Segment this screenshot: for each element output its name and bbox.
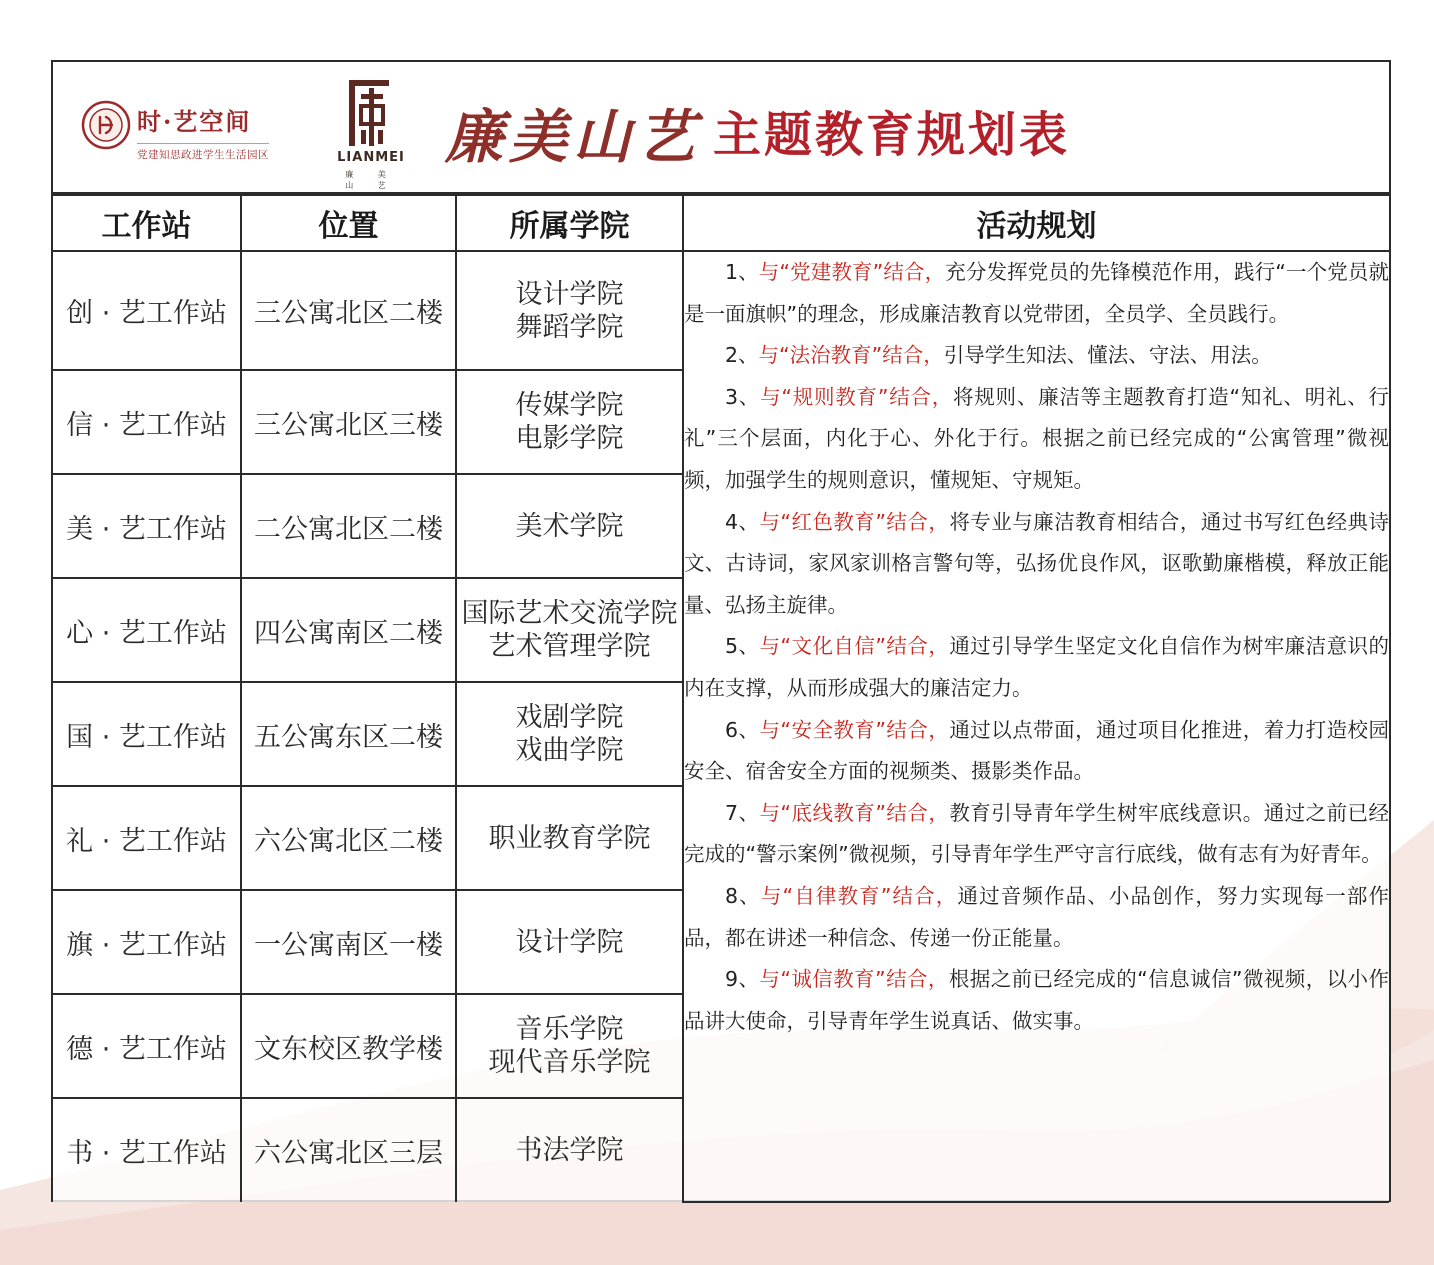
- college-name: 美术学院: [515, 510, 624, 542]
- header: [53, 62, 1389, 194]
- activity-text: 通过音频作品、小品创作，努力实现每一部作品，都在讲述一种信念、传递一份正能量。: [684, 883, 1390, 950]
- college-cell: [456, 578, 683, 682]
- activity-highlight: 与“底线教育”结合，: [759, 800, 950, 825]
- table-row: [53, 251, 1389, 370]
- station-cell: 创 · 艺工作站: [53, 251, 241, 370]
- college-cell: [456, 474, 683, 578]
- station-cell: 国 · 艺工作站: [53, 682, 241, 786]
- college-name: 国际艺术交流学院: [461, 598, 678, 629]
- activity-item: [684, 793, 1389, 876]
- brand-block: [137, 102, 269, 162]
- plan-table: [53, 194, 1389, 1203]
- calligraphy-title: 廉美山艺: [445, 103, 702, 171]
- activity-item: [684, 626, 1389, 709]
- lian-character-mark-icon: [349, 80, 389, 146]
- activity-text: 通过引导学生坚定文化自信作为树牢廉洁意识的内在支撑，从而形成强大的廉洁定力。: [684, 634, 1390, 700]
- activity-number: 8、: [725, 883, 761, 908]
- activity-highlight: 与“红色教育”结合，: [759, 509, 950, 534]
- page-title: 主题教育规划表: [713, 107, 1071, 163]
- college-cell: [456, 682, 683, 786]
- header-location: 位置: [241, 195, 456, 251]
- college-name: 戏曲学院: [515, 735, 624, 766]
- location-cell: 六公寓北区二楼: [241, 786, 456, 890]
- activity-number: 3、: [725, 384, 761, 409]
- station-cell: 心 · 艺工作站: [53, 578, 241, 682]
- location-cell: 三公寓北区三楼: [241, 370, 456, 474]
- college-name: 书法学院: [515, 1135, 624, 1166]
- college-name: 电影学院: [515, 423, 624, 454]
- activity-item: [684, 959, 1389, 1042]
- activity-highlight: 与“法治教育”结合，: [758, 343, 944, 368]
- activity-text: 引导学生知法、懂法、守法、用法。: [943, 343, 1272, 368]
- activity-number: 6、: [725, 717, 760, 742]
- activity-number: 5、: [725, 634, 760, 659]
- activity-highlight: 与“诚信教育”结合，: [759, 967, 949, 992]
- college-name: 职业教育学院: [488, 822, 651, 854]
- activity-number: 1、: [725, 260, 759, 284]
- table-header-row: [53, 195, 1389, 251]
- logo-chinese-text: 廉 美 山 艺: [345, 170, 397, 190]
- activity-text: 教育引导青年学生树牢底线意识。通过之前已经完成的“警示案例”微视频，引导青年学生严守言行底线，做有志有为好青年。: [684, 800, 1390, 867]
- header-station: 工作站: [53, 195, 241, 251]
- activity-item: [684, 377, 1389, 502]
- activity-number: 2、: [725, 343, 759, 368]
- location-cell: 一公寓南区一楼: [241, 890, 456, 994]
- activity-text: 将专业与廉洁教育相结合，通过书写红色经典诗文、古诗词，家风家训格言警句等，弘扬优良作风，讴歌勤廉楷模，释放正能量、弘扬主旋律。: [684, 509, 1390, 617]
- activity-item: [684, 335, 1389, 377]
- location-cell: 三公寓北区二楼: [241, 251, 456, 370]
- activity-text: 通过以点带面，通过项目化推进，着力打造校园安全、宿舍安全方面的视频类、摄影类作品。: [684, 717, 1390, 784]
- location-cell: 二公寓北区二楼: [241, 474, 456, 578]
- activity-item: [684, 710, 1389, 793]
- station-cell: 礼 · 艺工作站: [53, 786, 241, 890]
- header-college: 所属学院: [456, 195, 683, 251]
- location-cell: 文东校区教学楼: [241, 994, 456, 1098]
- brand-name: 时·艺空间: [137, 107, 252, 136]
- college-name: 传媒学院: [515, 390, 624, 421]
- college-name: 舞蹈学院: [515, 311, 624, 343]
- station-cell: 德 · 艺工作站: [53, 994, 241, 1098]
- header-activities: 活动规划: [683, 195, 1389, 251]
- location-cell: 六公寓北区三层: [241, 1098, 456, 1202]
- plan-frame: [51, 60, 1391, 1202]
- college-name: 设计学院: [515, 278, 624, 310]
- seal-logo-icon: [81, 100, 131, 150]
- college-cell: [456, 994, 683, 1098]
- plan-table-body: [53, 251, 1389, 1202]
- activity-highlight: 与“党建教育”结合，: [758, 260, 946, 284]
- station-cell: 信 · 艺工作站: [53, 370, 241, 474]
- college-cell: [456, 251, 683, 370]
- station-cell: 美 · 艺工作站: [53, 474, 241, 578]
- activity-item: [684, 252, 1389, 335]
- college-cell: [456, 786, 683, 890]
- college-name: 艺术管理学院: [488, 631, 651, 662]
- activity-number: 7、: [725, 800, 760, 825]
- activity-highlight: 与“安全教育”结合，: [759, 717, 950, 742]
- college-name: 现代音乐学院: [488, 1047, 651, 1078]
- brand-subtitle: 党建知思政进学生生活园区: [137, 143, 269, 162]
- activity-text: 充分发挥党员的先锋模范作用，践行“一个党员就是一面旗帜”的理念，形成廉洁教育以党带团，全员学、全员践行。: [684, 260, 1389, 326]
- activity-highlight: 与“自律教育”结合，: [760, 883, 958, 908]
- activity-plan-cell: [683, 251, 1389, 1202]
- college-cell: [456, 370, 683, 474]
- college-name: 音乐学院: [515, 1014, 624, 1045]
- college-cell: [456, 1098, 683, 1202]
- station-cell: 书 · 艺工作站: [53, 1098, 241, 1202]
- college-name: 戏剧学院: [515, 702, 624, 733]
- activity-text: 将规则、廉洁等主题教育打造“知礼、明礼、行礼”三个层面，内化于心、外化于行。根据之前已经完成的“公寓管理”微视频，加强学生的规则意识，懂规矩、守规矩。: [684, 384, 1389, 492]
- logo-english-text: LIANMEI: [337, 150, 405, 165]
- activity-number: 4、: [725, 509, 760, 534]
- station-cell: 旗 · 艺工作站: [53, 890, 241, 994]
- location-cell: 四公寓南区二楼: [241, 578, 456, 682]
- activity-highlight: 与“规则教育”结合，: [760, 384, 954, 409]
- lianmei-logo: [329, 80, 413, 190]
- college-cell: [456, 890, 683, 994]
- activity-item: [684, 876, 1389, 959]
- college-name: 设计学院: [515, 926, 624, 958]
- activity-highlight: 与“文化自信”结合，: [759, 634, 950, 659]
- activity-item: [684, 502, 1389, 627]
- activity-number: 9、: [725, 967, 760, 992]
- location-cell: 五公寓东区二楼: [241, 682, 456, 786]
- activity-text: 根据之前已经完成的“信息诚信”微视频，以小作品讲大使命，引导青年学生说真话、做实事。: [684, 967, 1389, 1033]
